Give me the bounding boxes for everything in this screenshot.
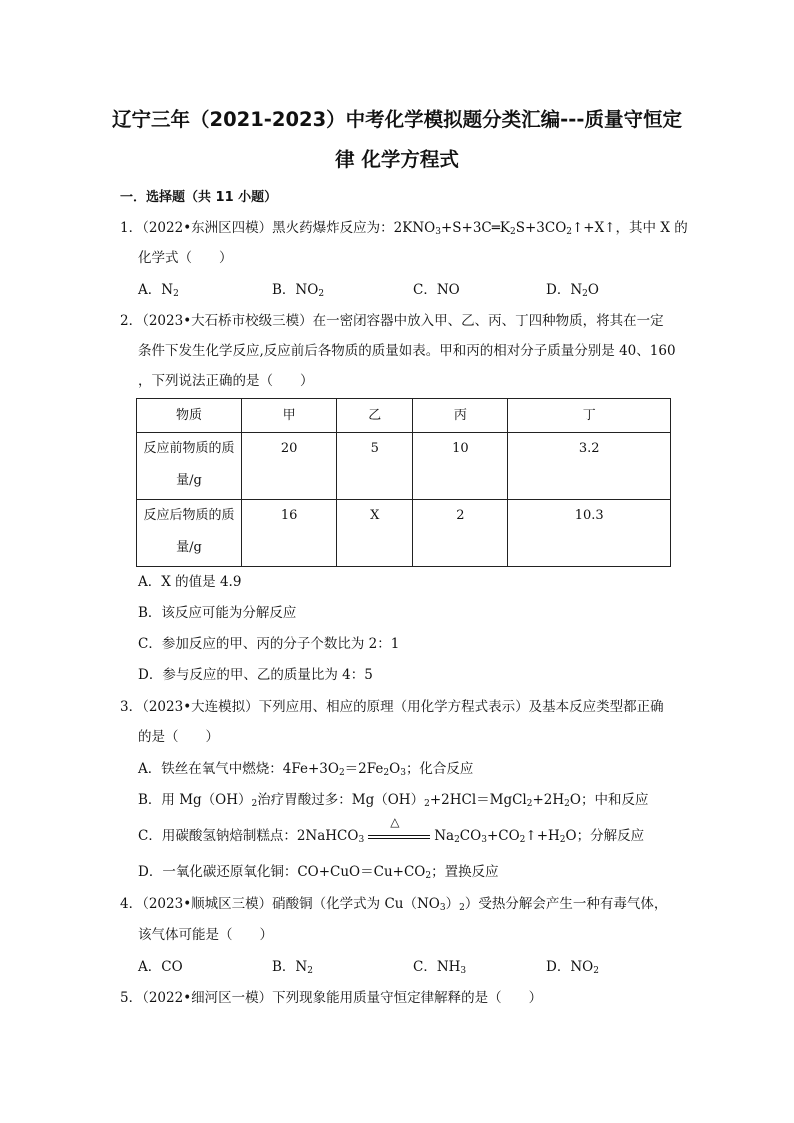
row-label: 反应前物质的质 量/g — [137, 433, 242, 500]
q5-line-1: 5．（2022•细河区一模）下列现象能用质量守恒定律解释的是（ ） — [120, 990, 543, 1006]
page-title — [90, 100, 704, 180]
heat-delta-icon: △ — [390, 815, 400, 829]
q3-option-d: D．一氧化碳还原氧化铜：$CO+CuO=Cu+CO_2$；置换反应 — [138, 864, 499, 881]
q3-option-c: C．用碳酸氢钠焙制糕点：2NaHCO$_3$ △ $Na_2CO_3+CO_2↑+H_2O$；分解反应 — [138, 826, 644, 846]
q1-line-2: 化学式（ ） — [138, 250, 233, 266]
q2-line-3: ，下列说法正确的是（ ） — [138, 373, 314, 389]
table-row — [137, 500, 671, 567]
q1-option-d: D．$N_2O$ — [546, 282, 599, 299]
q2-option-a: A．X 的值是 4.9 — [138, 574, 242, 590]
q3-option-b: B．用 $Mg(OH)_2$治疗胃酸过多：$Mg(OH)_2+2HCl=MgCl_2+2H_2O$；中和反应 — [138, 792, 649, 809]
table-cell: 20 — [242, 433, 337, 500]
q4-line-2: 该气体可能是（ ） — [138, 927, 273, 943]
q1-option-b: B．$NO_2$ — [272, 282, 325, 299]
table-cell: 10.3 — [508, 500, 671, 567]
q3-option-a: A．铁丝在氧气中燃烧：$4Fe+3O_2=2Fe_2O_3$；化合反应 — [138, 761, 474, 778]
q4-option-b: B．$N_2$ — [272, 959, 313, 976]
q2-line-1: 2．（2023•大石桥市校级三模）在一密闭容器中放入甲、乙、丙、丁四种物质，将其在一定 — [120, 313, 664, 329]
q1-option-c: C．NO — [413, 282, 460, 298]
table-header-cell: 乙 — [337, 399, 413, 433]
table-cell: X — [337, 500, 413, 567]
table-cell: 5 — [337, 433, 413, 500]
q4-option-d: D．$NO_2$ — [546, 959, 599, 976]
table-header-cell: 丁 — [508, 399, 671, 433]
table-cell: 2 — [413, 500, 508, 567]
table-cell: 16 — [242, 500, 337, 567]
q2-option-d: D．参与反应的甲、乙的质量比为 4：5 — [138, 667, 373, 683]
q1-option-a: A．$N_2$ — [138, 282, 179, 299]
q4-option-a: A．CO — [138, 959, 183, 975]
q2-option-b: B．该反应可能为分解反应 — [138, 605, 297, 621]
mass-table — [136, 398, 671, 567]
table-row — [137, 433, 671, 500]
row-label: 反应后物质的质 量/g — [137, 500, 242, 567]
q1-line-1: 1．（2022•东洲区四模）黑火药爆炸反应为：$2KNO_3+S+3C═K_2S+3CO_2↑+X↑$，其中 X 的 — [120, 220, 688, 237]
table-header-cell: 甲 — [242, 399, 337, 433]
q2-line-2: 条件下发生化学反应,反应前后各物质的质量如表。甲和丙的相对分子质量分别是 40、160 — [138, 343, 676, 359]
title-line-1: 辽宁三年（2021-2023）中考化学模拟题分类汇编---质量守恒定 — [112, 108, 682, 131]
q3-line-2: 的是（ ） — [138, 729, 219, 745]
q2-option-c: C．参加反应的甲、丙的分子个数比为 2：1 — [138, 636, 400, 652]
table-header-cell: 物质 — [137, 399, 242, 433]
equals-bar — [368, 835, 430, 839]
section-heading: 一．选择题（共 11 小题） — [120, 190, 278, 205]
table-cell: 10 — [413, 433, 508, 500]
q4-option-c: C．$NH_3$ — [413, 959, 467, 976]
table-cell: 3.2 — [508, 433, 671, 500]
q3-line-1: 3．（2023•大连模拟）下列应用、相应的原理（用化学方程式表示）及基本反应类型都正确 — [120, 699, 664, 715]
title-line-2: 律 化学方程式 — [335, 148, 459, 171]
reaction-condition — [364, 815, 434, 846]
table-header-cell: 丙 — [413, 399, 508, 433]
table-header-row — [137, 399, 671, 433]
q4-line-1: 4．（2023•顺城区三模）硝酸铜（化学式为 $Cu(NO_3)_2$）受热分解会产生一种有毒气体， — [120, 896, 668, 913]
